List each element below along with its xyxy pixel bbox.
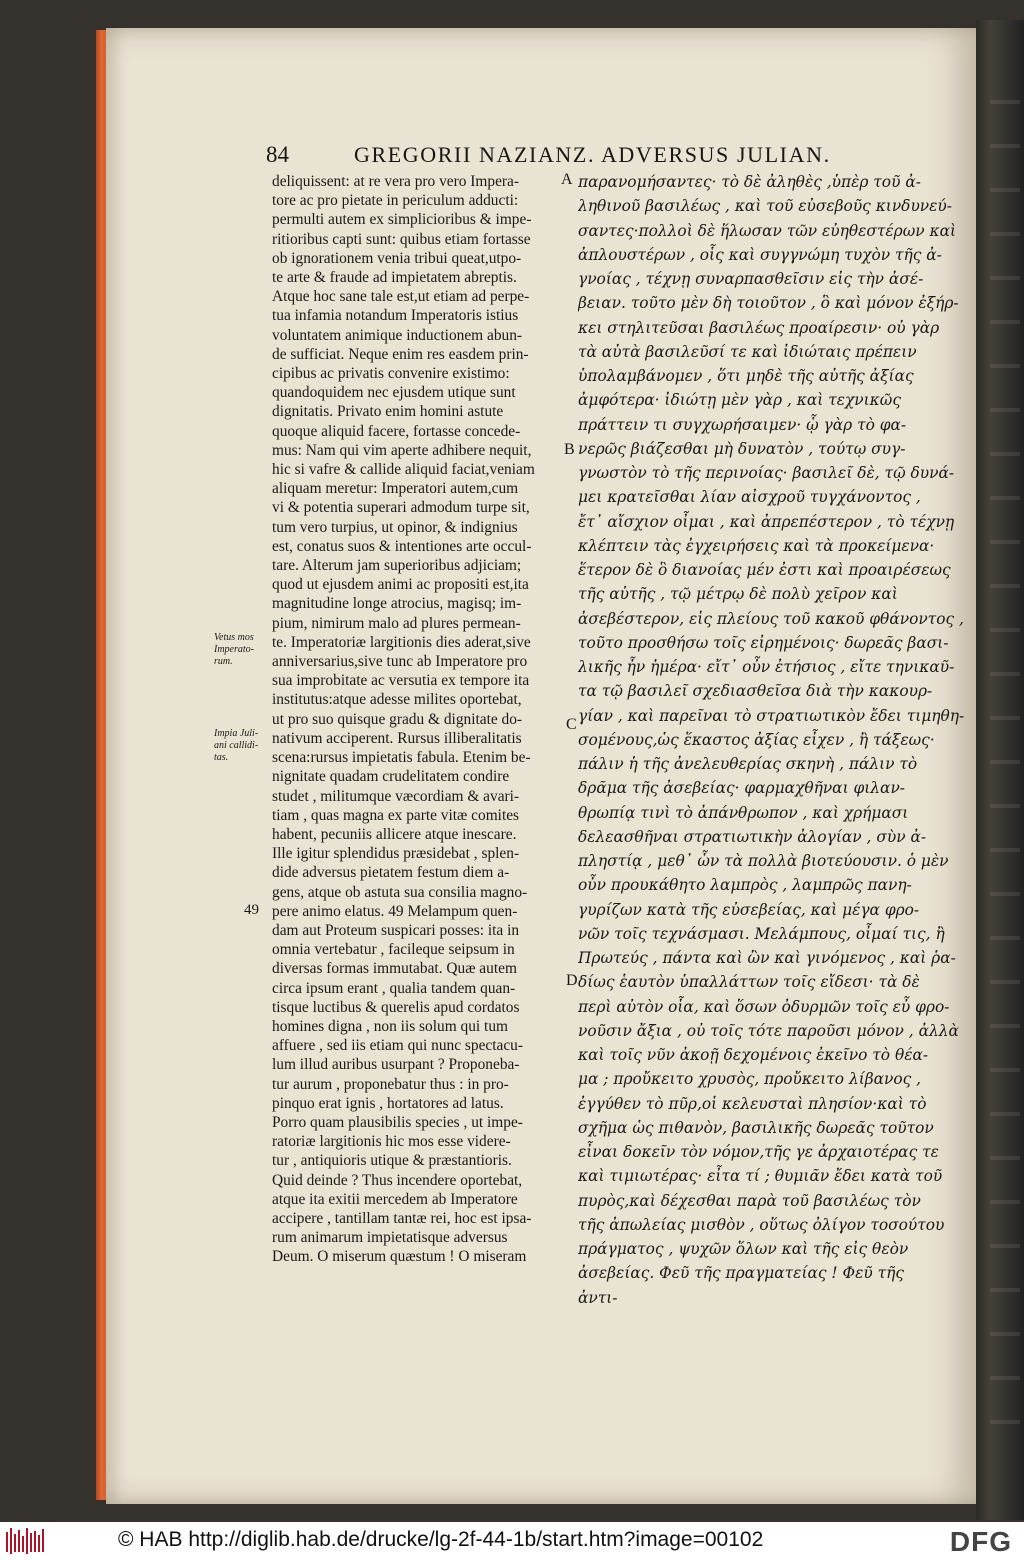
greek-text-line: σαντες·πολλοὶ δὲ ἥλωσαν τῶν εὐηθεστέρων καὶ bbox=[578, 221, 957, 240]
latin-text-line: tur aurum , proponebatur thus : in pro- bbox=[272, 1075, 509, 1093]
library-barcode-icon bbox=[6, 1528, 44, 1554]
greek-text-line: καὶ τοῖς νῦν ἀκοῇ δεχομένοις ἐκεῖνο τὸ θέα- bbox=[578, 1046, 929, 1064]
latin-text-line: deliquissent: at re vera pro vero Impera- bbox=[272, 173, 520, 190]
greek-text-line: δρᾶμα τῆς ἀσεβείας· φαρμαχθῆναι φιλαν- bbox=[578, 779, 906, 798]
latin-text-line: anniversarius,sive tunc ab Imperatore pro bbox=[272, 653, 528, 671]
latin-text-line: gens, atque ob astuta sua consilia magno- bbox=[272, 883, 528, 901]
greek-text-line: βειαν. τοῦτο μὲν δὴ τοιοῦτον , ὃ καὶ μόνον ἐξήρ- bbox=[578, 294, 959, 313]
latin-text-line: quod ut ejusdem animi ac propositi est,ita bbox=[272, 576, 529, 594]
greek-text-line: γνοίας , τέχνῃ συναρπασθεῖσιν εἰς τὴν ἀσέ- bbox=[578, 270, 924, 288]
greek-text-line: πράγματος , ψυχῶν ὅλων καὶ τῆς εἰς θεὸν bbox=[578, 1240, 909, 1258]
latin-text-line: pere animo elatus. 49 Melampum quen- bbox=[272, 902, 518, 920]
greek-text-line: ὑπολαμβάνομεν , ὅτι μηδὲ τῆς αὐτῆς ἀξίας bbox=[578, 367, 914, 385]
page-number: 84 bbox=[266, 142, 289, 167]
latin-text-line: Ille igitur splendidus præsidebat , splen- bbox=[272, 845, 520, 863]
latin-text-line: tisque luctibus & querelis apud cordatos bbox=[272, 998, 520, 1016]
latin-text-line: institutus:atque adesse milites oportebat, bbox=[272, 691, 522, 709]
greek-text-line: τῆς ἀπωλείας μισθὸν , οὕτως ὀλίγον τοσούτου bbox=[578, 1215, 945, 1234]
greek-text-line: τα τῷ βασιλεῖ σχεδιασθεῖσα διὰ τὴν κακουρ- bbox=[578, 682, 933, 701]
latin-text-line: Atque hoc sane tale est,ut etiam ad perpe- bbox=[272, 288, 530, 306]
dfg-logo: DFG bbox=[949, 1526, 1012, 1557]
greek-text-line: ἀπλουστέρων , οἷς καὶ συγγνώμη τυχὸν τῆς ἀ- bbox=[578, 245, 942, 264]
greek-text-line: κλέπτειν τὰς ἐγχειρήσεις καὶ τὰ προκείμενα· bbox=[578, 536, 935, 555]
latin-text-line: tiam , quas magna ex parte vitæ comites bbox=[272, 806, 520, 824]
latin-text-line: homines digna , non iis solum qui tum bbox=[272, 1017, 508, 1035]
latin-text-line: tua infamia notandum Imperatoris istius bbox=[272, 307, 519, 325]
latin-text-line: dam aut Proteum suspicari posses: ita in bbox=[272, 921, 520, 939]
section-letter-c: C bbox=[566, 716, 577, 733]
latin-text-line: ritioribus capti sunt: quibus etiam fortasse bbox=[272, 230, 531, 248]
section-letter-d: D bbox=[566, 972, 578, 989]
latin-text-line: ratoriæ largitionis hic mos esse videre- bbox=[272, 1133, 511, 1151]
latin-text-line: accipere , tantillam tantæ rei, hoc est ipsa- bbox=[272, 1209, 532, 1227]
greek-text-line: τὰ αὐτὰ βασιλεῦσί τε καὶ ἰδιώταις πρέπειν bbox=[578, 342, 917, 361]
greek-text-line: νοῦσιν ἄξια , οὐ τοῖς τότε παροῦσι μόνον , ἀλλὰ bbox=[578, 1021, 959, 1040]
page-header bbox=[266, 142, 866, 172]
greek-text-line: περὶ αὐτὸν οἷα, καὶ ὅσων ὀδυρμῶν τοῖς εὖ φρο- bbox=[578, 997, 950, 1016]
greek-text-line: γίαν , καὶ παρεῖναι τὸ στρατιωτικὸν ἔδει τιμηθη- bbox=[578, 706, 965, 725]
latin-text-line: hic si vafre & callide aliquid faciat,veniam bbox=[272, 461, 535, 479]
latin-text-line: tare. Alterum jam superioribus adjiciam; bbox=[272, 557, 522, 575]
latin-text-line: te arte & fraude ad impietatem abreptis. bbox=[272, 269, 517, 287]
latin-text-line: Porro quam plausibilis species , ut impe- bbox=[272, 1113, 523, 1131]
greek-text-line: ἔτ᾽ αἴσχιον οἶμαι , καὶ ἀπρεπέστερον , τὸ τέχνῃ bbox=[578, 512, 955, 531]
greek-text-line: ἀσεβείας. Φεῦ τῆς πραγματείας ! Φεῦ τῆς bbox=[578, 1264, 904, 1283]
latin-text-line: nignitate quadam crudelitatem condire bbox=[272, 768, 510, 786]
latin-text-line: dide adversus pietatem festum diem a- bbox=[272, 864, 510, 882]
greek-text-line: τῆς αὐτῆς , τῷ μέτρῳ δὲ πολὺ χεῖρον καὶ bbox=[578, 585, 898, 604]
note-number: 49 bbox=[244, 902, 259, 918]
latin-text-line: ut pro suo quisque gradu & dignitate do- bbox=[272, 710, 523, 728]
greek-text-line: πάλιν ἡ τῆς ἀνελευθερίας σκηνὴ , πάλιν τὸ bbox=[578, 755, 918, 773]
latin-text-line: est, conatus suos & intentiones arte occul- bbox=[272, 537, 532, 555]
latin-text-line: de sufficiat. Neque enim res easdem prin- bbox=[272, 345, 529, 363]
latin-text-line: atque ita exitii mercedem ab Imperatore bbox=[272, 1190, 518, 1208]
greek-text-line: οὖν προυκάθητο λαμπρὸς , λαμπρῶς πανη- bbox=[578, 876, 912, 895]
greek-text-line: ἐγγύθεν τὸ πῦρ,οἱ κελευσταὶ πλησίον·καὶ τὸ bbox=[578, 1094, 927, 1113]
section-letter-a: A bbox=[561, 171, 573, 188]
section-letter-b: B bbox=[564, 441, 575, 458]
latin-text-line: cipibus ac privatis convenire existimo: bbox=[272, 365, 510, 383]
latin-text-line: ob ignorationem venia tribui queat,utpo- bbox=[272, 249, 522, 267]
running-title: GREGORII NAZIANZ. ADVERSUS JULIAN. bbox=[354, 142, 831, 167]
greek-text-line: ληθινοῦ βασιλέως , καὶ τοῦ εὐσεβοῦς κινδυνεύ- bbox=[578, 197, 952, 216]
greek-text-line: ἕτερον δὲ ὃ διανοίας μέν ἐστι καὶ προαιρέσεως bbox=[578, 561, 951, 579]
latin-text-line: tur , antiquioris utique & præstantioris. bbox=[272, 1152, 512, 1170]
latin-text-line: quandoquidem nec ejusdem utique sunt bbox=[272, 384, 516, 402]
greek-text-line: λικῆς ἦν ἡμέρα· εἴτ᾽ οὖν ἐτήσιος , εἴτε τηνικαῦ- bbox=[578, 658, 955, 676]
latin-text-line: omnia vertebatur , facileque seipsum in bbox=[272, 941, 515, 959]
latin-text-line: rum animarum impietatisque adversus bbox=[272, 1229, 508, 1247]
latin-text-line: te. Imperatoriæ largitionis dies aderat,sive bbox=[272, 633, 531, 651]
greek-column bbox=[578, 170, 970, 1310]
latin-text-line: tum vero turpius, ut opinor, & indignius bbox=[272, 518, 518, 536]
latin-text-line: magnitudine longe atrocius, magisq; im- bbox=[272, 595, 522, 613]
latin-text-line: lum illud auribus usurpant ? Proponeba- bbox=[272, 1056, 520, 1074]
latin-text-line: pinquo erat ignis , hortatores ad latus. bbox=[272, 1094, 504, 1112]
latin-text-line: mus: Nam qui vim aperte adhibere nequit, bbox=[272, 441, 532, 459]
latin-text-line: Quid deinde ? Thus incendere oportebat, bbox=[272, 1171, 523, 1189]
viewer-footer bbox=[0, 1522, 1024, 1560]
greek-text-line: σομένους,ὡς ἕκαστος ἀξίας εἶχεν , ἢ τάξεως· bbox=[578, 730, 935, 749]
greek-text-line: πυρὸς,καὶ δέχεσθαι παρὰ τοῦ βασιλέως τὸν bbox=[578, 1191, 921, 1210]
latin-text-line: scena:rursus impietatis fabula. Etenim be- bbox=[272, 749, 531, 767]
greek-text-line: πληστίᾳ , μεθ᾽ ὧν τὰ πολλὰ βιοτεύουσιν. ὁ μὲν bbox=[578, 852, 949, 870]
greek-text-line: δίως ἑαυτὸν ὑπαλλάττων τοῖς εἴδεσι· τὰ δὲ bbox=[578, 973, 920, 992]
greek-text-line: ἀμφότερα· ἰδιώτῃ μὲν γὰρ , καὶ τεχνικῶς bbox=[578, 391, 901, 410]
greek-text-line: Πρωτεύς , πάντα καὶ ὢν καὶ γινόμενος , καὶ ῥα- bbox=[578, 949, 956, 967]
greek-text-line: τοῦτο προσθήσω τοῖς εἰρημένοις· δωρεᾶς βασι- bbox=[578, 633, 949, 652]
greek-text-line: μει κρατεῖσθαι λίαν αἰσχροῦ τυγχάνοντος , bbox=[578, 488, 921, 507]
greek-text-line: νερῶς βιάζεσθαι μὴ δυνατὸν , τούτῳ συγ- bbox=[578, 439, 906, 458]
latin-text-line: quoque aliquid facere, fortasse concede- bbox=[272, 422, 521, 440]
greek-text-line: νῶν τοῖς τεχνάσμασι. Μελάμπους, οἶμαί τις, ἢ bbox=[578, 924, 945, 943]
latin-text-line: diversas formas immutabat. Quæ autem bbox=[272, 960, 517, 978]
greek-text-line: μα ; προὔκειτο χρυσὸς, προὔκειτο λίβανος , bbox=[578, 1070, 922, 1089]
latin-text-line: permulti autem ex simplicioribus & impe- bbox=[272, 211, 532, 229]
latin-text-line: voluntatem animique inductionem abun- bbox=[272, 326, 523, 344]
facing-page-edge bbox=[990, 60, 1020, 1460]
margin-note-impia-juliani: Impia Juli- ani callidi- tas. bbox=[214, 728, 259, 763]
latin-text-line: Deum. O miserum quæstum ! O miseram bbox=[272, 1248, 527, 1266]
source-credit-link[interactable]: © HAB http://diglib.hab.de/drucke/lg-2f-44-1b/start.htm?image=00102 bbox=[118, 1528, 764, 1551]
latin-text-line: circa ipsum erant , qualia tandem quan- bbox=[272, 979, 516, 997]
greek-text-line: εἶναι δοκεῖν τὸν νόμον,τῆς γε ἀρχαιοτέρας τε bbox=[578, 1143, 939, 1161]
latin-text-line: aliquam meretur: Imperatori autem,cum bbox=[272, 480, 519, 498]
latin-text-line: habent, pecuniis allicere atque inescare. bbox=[272, 825, 517, 843]
latin-text-line: pium, nimirum malo ad plures permean- bbox=[272, 614, 521, 632]
greek-text-line: καὶ τιμιωτέρας· εἶτα τί ; θυμιᾶν ἔδει κατὰ τοῦ bbox=[578, 1167, 943, 1186]
latin-column bbox=[272, 172, 572, 1267]
greek-text-line: ἀντι- bbox=[578, 1288, 618, 1307]
latin-text-line: sua improbitate ac versutia ex tempore ita bbox=[272, 672, 530, 690]
greek-text-line: κει στηλιτεῦσαι βασιλέως προαίρεσιν· οὐ γὰρ bbox=[578, 318, 940, 337]
greek-text-line: παρανομήσαντες· τὸ δὲ ἀληθὲς ,ὑπὲρ τοῦ ἀ- bbox=[578, 173, 921, 191]
greek-text-line: σχῆμα ὡς πιθανὸν, βασιλικῆς δωρεᾶς τοῦτον bbox=[578, 1118, 934, 1137]
latin-text-line: dignitatis. Privato enim homini astute bbox=[272, 403, 504, 421]
greek-text-line: δελεασθῆναι στρατιωτικὴν ἀλογίαν , σὺν ἀ- bbox=[578, 827, 927, 846]
greek-text-line: ἀσεβέστερον, εἰς πλείους τοῦ κακοῦ φθάνοντος , bbox=[578, 609, 964, 628]
greek-text-line: πράττειν τι συγχωρήσαιμεν· ᾧ γὰρ τὸ φα- bbox=[578, 415, 907, 434]
latin-text-line: nativum acciperent. Rursus illiberalitatis bbox=[272, 729, 522, 747]
latin-text-line: studet , militumque væcordiam & avari- bbox=[272, 787, 520, 805]
greek-text-line: γυρίζων κατὰ τῆς εὐσεβείας, καὶ μέγα φρο- bbox=[578, 900, 920, 919]
latin-text-line: vi & potentia superari admodum turpe sit, bbox=[272, 499, 530, 517]
greek-text-line: θρωπίᾳ τινὶ τὸ ἀπάνθρωπον , καὶ χρήμασι bbox=[578, 803, 909, 822]
margin-note-vetus-mos: Vetus mos Imperato- rum. bbox=[214, 632, 254, 667]
latin-text-line: affuere , sed iis etiam qui nunc spectacu- bbox=[272, 1037, 523, 1055]
greek-text-line: γνωστὸν τὸ τῆς περινοίας· βασιλεῖ δὲ, τῷ δυνά- bbox=[578, 464, 955, 482]
latin-text-line: tore ac pro pietate in periculum adducti: bbox=[272, 192, 519, 210]
